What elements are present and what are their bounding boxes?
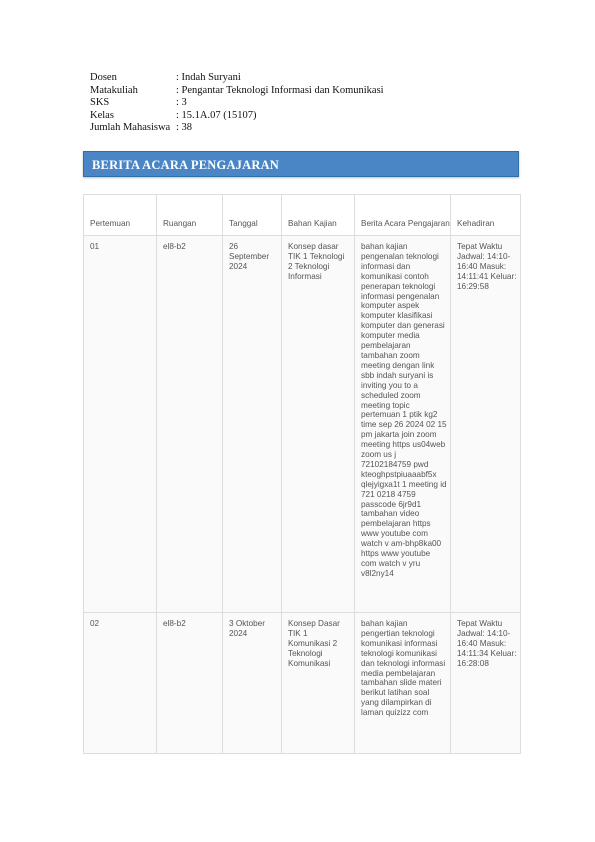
info-value: : 15.1A.07 (15107) [176, 109, 257, 121]
cell-berita-acara: bahan kajian pengenalan teknologi informasi dan komunikasi contoh penerapan teknologi informasi pengenalan komputer aspek komputer klasifikasi komputer dan generasi komputer media pembelajaran tambahan zoom meeting dengan link sbb indah suryani is inviting you to a scheduled zoom meeting topic pertemuan 1 ptik kg2 time sep 26 2024 02 15 pm jakarta join zoom meeting https us04web zoom us j 72102184759 pwd kteoghpstpiuaaabf5x qlejyigxa1t 1 meeting id 721 0218 4759 passcode 6jr9d1 tambahan video pembelajaran https www youtube com watch v am-bhp8ka00 https www youtube com watch v yru v8l2ny14 [355, 236, 451, 613]
cell-kehadiran: Tepat Waktu Jadwal: 14:10-16:40 Masuk: 14:11:41 Keluar: 16:29:58 [451, 236, 521, 613]
section-banner [83, 151, 519, 177]
info-label: Dosen [90, 72, 117, 83]
table-header-row [84, 195, 521, 236]
column-header-kehadiran: Kehadiran [451, 195, 521, 236]
info-value: : Pengantar Teknologi Informasi dan Komunikasi [176, 84, 384, 96]
cell-ruangan: el8-b2 [157, 236, 223, 613]
cell-ruangan: el8-b2 [157, 613, 223, 754]
teaching-record-table [83, 194, 521, 754]
cell-berita-acara: bahan kajian pengertian teknologi komunikasi informasi teknologi komunikasi dan teknologi informasi media pembelajaran tambahan slide materi berikut latihan soal yang dilampirkan di laman quizizz com [355, 613, 451, 754]
column-header-ruangan: Ruangan [157, 195, 223, 236]
cell-tanggal: 26 September 2024 [223, 236, 282, 613]
table-row [84, 236, 521, 613]
column-header-berita-acara: Berita Acara Pengajaran [355, 195, 451, 236]
info-label: SKS [90, 97, 110, 109]
cell-pertemuan: 02 [84, 613, 157, 754]
column-header-tanggal: Tanggal [223, 195, 282, 236]
cell-bahan-kajian: Konsep dasar TIK 1 Teknologi 2 Teknologi Informasi [282, 236, 355, 613]
info-value: : 3 [176, 97, 187, 109]
column-header-bahan-kajian: Bahan Kajian [282, 195, 355, 236]
banner-title: BERITA ACARA PENGAJARAN [92, 158, 280, 172]
table-row [84, 613, 521, 754]
course-info [90, 72, 384, 135]
info-row-matakuliah [90, 85, 384, 98]
info-row-sks [90, 97, 384, 110]
cell-tanggal: 3 Oktober 2024 [223, 613, 282, 754]
cell-pertemuan: 01 [84, 236, 157, 613]
cell-kehadiran: Tepat Waktu Jadwal: 14:10-16:40 Masuk: 14:11:34 Keluar: 16:28:08 [451, 613, 521, 754]
info-label: Matakuliah [90, 84, 138, 96]
info-value: : Indah Suryani [176, 72, 241, 83]
info-row-dosen [90, 72, 384, 85]
info-label: Jumlah Mahasiswa [90, 122, 171, 134]
column-header-pertemuan: Pertemuan [84, 195, 157, 236]
info-label: Kelas [90, 109, 114, 121]
cell-bahan-kajian: Konsep Dasar TIK 1 Komunikasi 2 Teknologi Komunikasi [282, 613, 355, 754]
info-value: : 38 [176, 122, 193, 134]
info-row-kelas [90, 110, 384, 123]
info-row-jumlah-mahasiswa [90, 122, 384, 135]
